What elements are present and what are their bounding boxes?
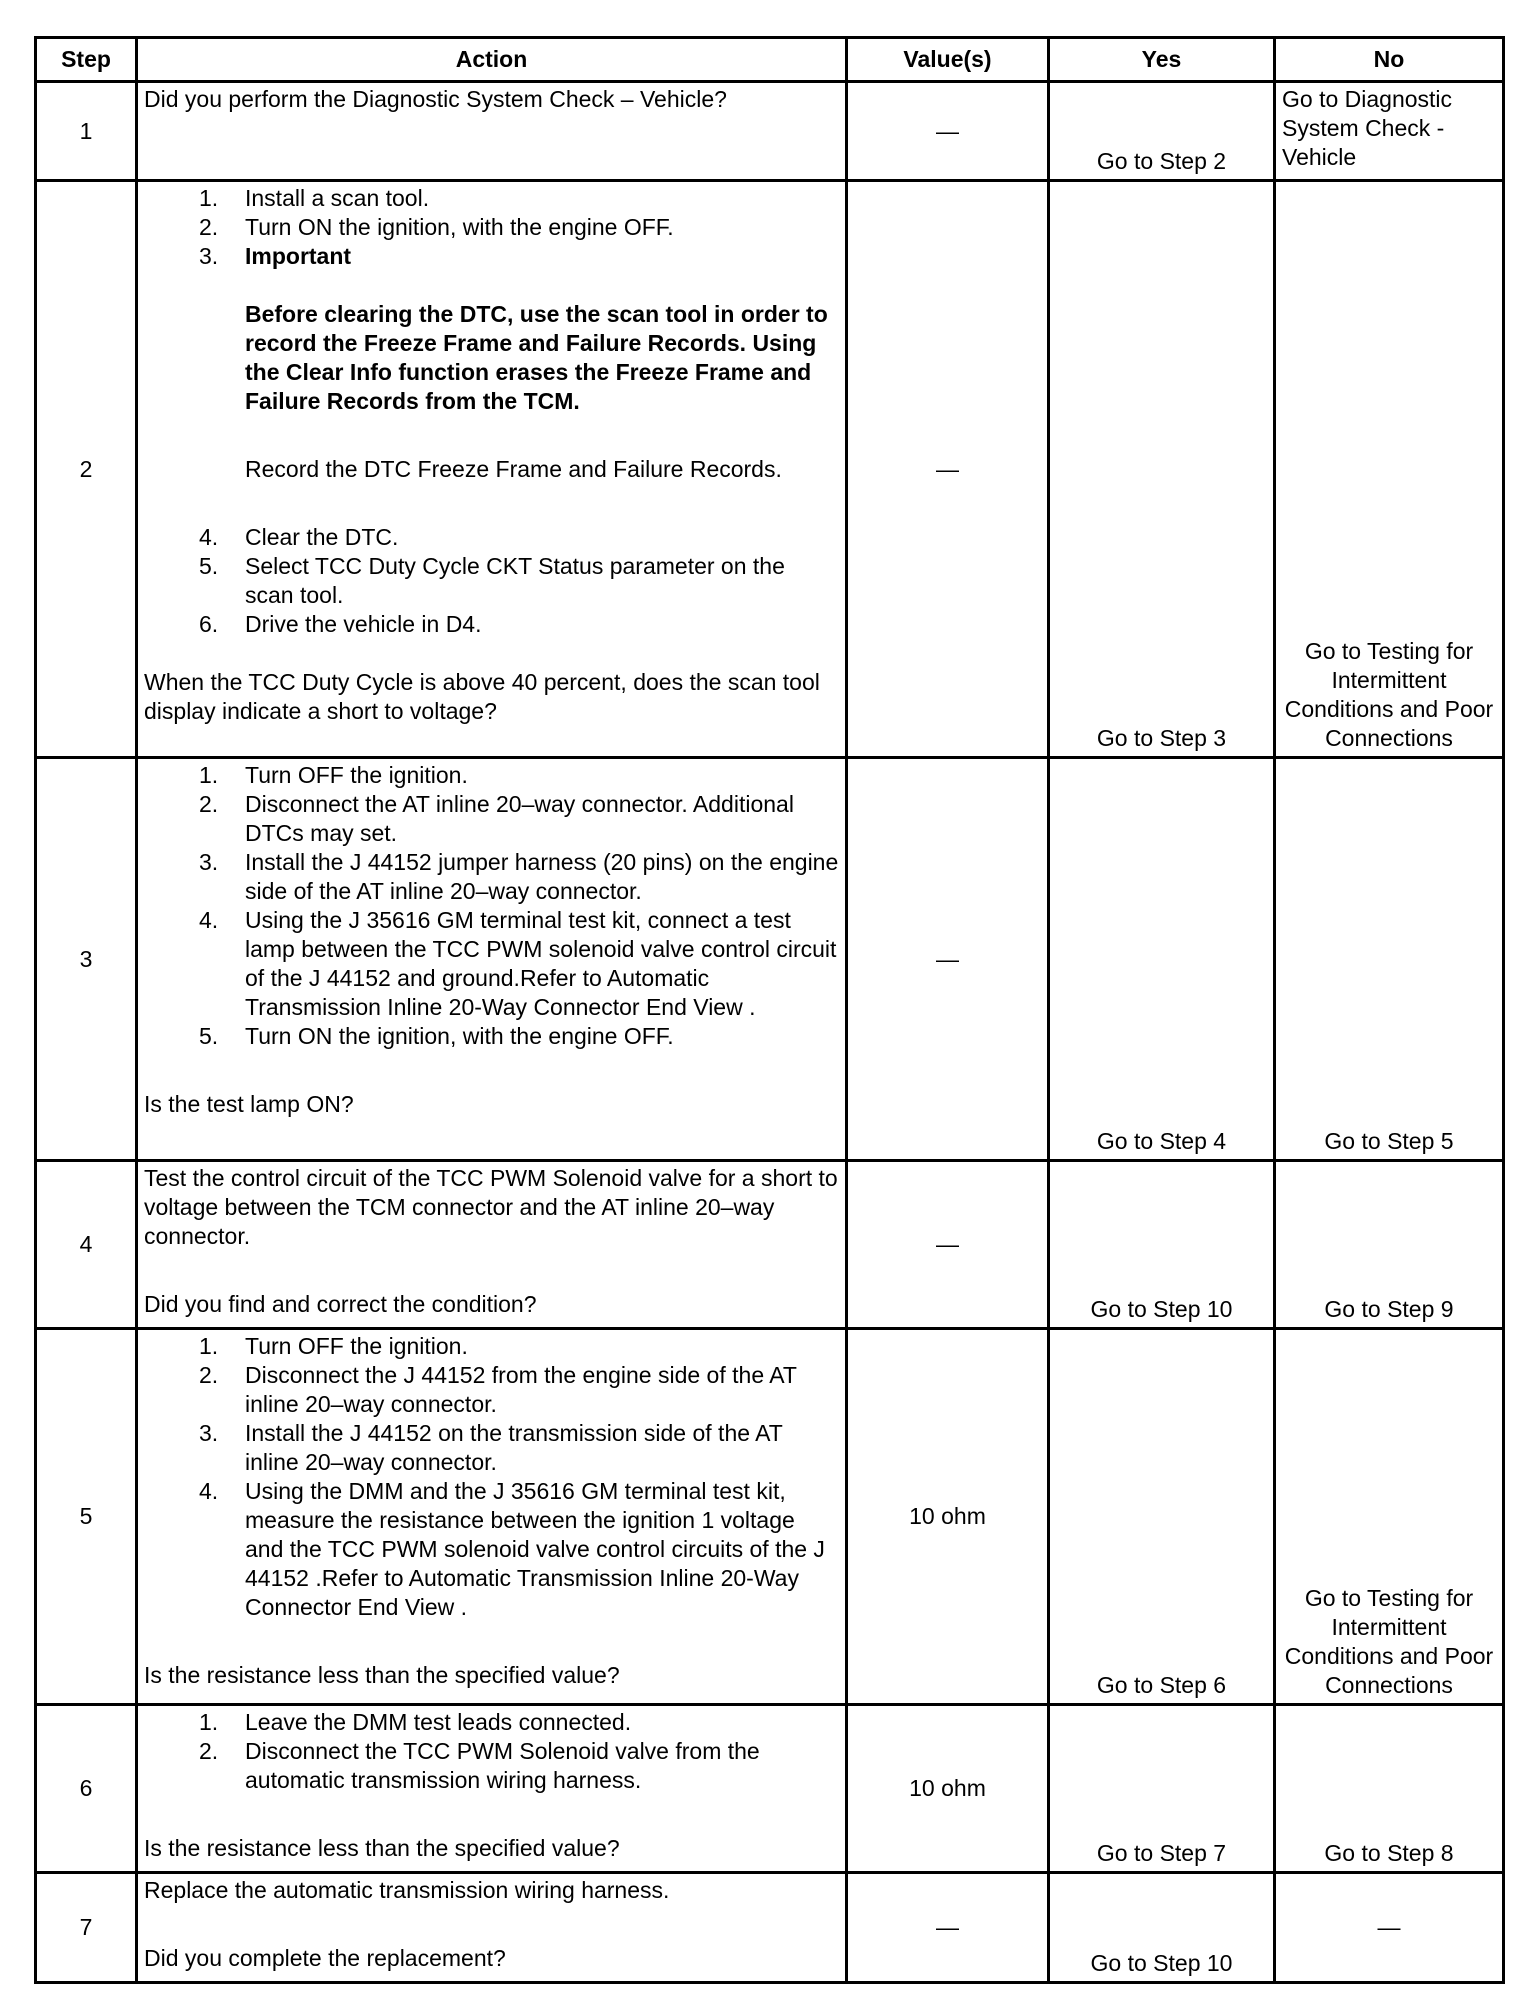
yes-link[interactable]: Go to Step 2	[1049, 82, 1275, 181]
list-text: Disconnect the TCC PWM Solenoid valve from the automatic transmission wiring harness.	[245, 1738, 760, 1793]
list-item	[144, 761, 839, 790]
action-steps	[144, 184, 839, 484]
value-cell: —	[847, 181, 1049, 758]
no-link[interactable]: —	[1275, 1873, 1504, 1983]
header-no: No	[1275, 38, 1504, 82]
list-item	[144, 906, 839, 1022]
list-number: 1.	[199, 185, 219, 211]
yes-link[interactable]: Go to Step 10	[1049, 1161, 1275, 1329]
list-item	[144, 523, 839, 552]
list-number: 1.	[199, 762, 219, 788]
action-cell	[137, 1705, 847, 1873]
table-row	[36, 758, 1504, 1161]
no-link[interactable]: Go to Testing for Intermittent Conditions and Poor Connections	[1275, 1329, 1504, 1705]
important-title: Important	[245, 243, 352, 269]
list-text: Disconnect the AT inline 20–way connector. Additional DTCs may set.	[245, 791, 794, 846]
yes-link[interactable]: Go to Step 6	[1049, 1329, 1275, 1705]
important-note: Record the DTC Freeze Frame and Failure Records.	[245, 456, 782, 482]
list-item	[144, 213, 839, 242]
list-text: Clear the DTC.	[245, 524, 399, 550]
action-cell	[137, 181, 847, 758]
no-link[interactable]: Go to Step 5	[1275, 758, 1504, 1161]
list-text: Turn OFF the ignition.	[245, 1333, 468, 1359]
yes-link[interactable]: Go to Step 4	[1049, 758, 1275, 1161]
question-text: Is the resistance less than the specified value?	[144, 1835, 620, 1861]
list-text: Using the DMM and the J 35616 GM terminal test kit, measure the resistance between the ignition 1 voltage and the TCC PWM solenoid valve control circuits of the J 44152 .Refer to Automatic Transmission Inline 20-Way Connector End View .	[245, 1478, 825, 1620]
table-row	[36, 181, 1504, 758]
list-text: Using the J 35616 GM terminal test kit, connect a test lamp between the TCC PWM solenoid valve control circuit of the J 44152 and ground.Refer to Automatic Transmission Inline 20-Way Connector End View .	[245, 907, 837, 1020]
action-steps	[144, 1332, 839, 1622]
diagnostic-table	[34, 36, 1505, 1984]
value-cell: 10 ohm	[847, 1329, 1049, 1705]
step-number: 7	[36, 1873, 137, 1983]
list-number: 4.	[199, 524, 219, 550]
list-item	[144, 1708, 839, 1737]
step-number: 1	[36, 82, 137, 181]
step-number: 3	[36, 758, 137, 1161]
step-number: 6	[36, 1705, 137, 1873]
list-number: 4.	[199, 1478, 219, 1504]
list-item	[144, 848, 839, 906]
list-text: Turn OFF the ignition.	[245, 762, 468, 788]
list-text: Turn ON the ignition, with the engine OFF.	[245, 214, 674, 240]
yes-link[interactable]: Go to Step 7	[1049, 1705, 1275, 1873]
value-cell: —	[847, 1161, 1049, 1329]
question-text: Did you find and correct the condition?	[144, 1291, 537, 1317]
action-cell	[137, 82, 847, 181]
instruction-text: Test the control circuit of the TCC PWM Solenoid valve for a short to voltage between the TCM connector and the AT inline 20–way connector.	[144, 1165, 838, 1249]
list-item	[144, 552, 839, 610]
step-number: 5	[36, 1329, 137, 1705]
no-link[interactable]: Go to Diagnostic System Check - Vehicle	[1275, 82, 1504, 181]
step-number: 4	[36, 1161, 137, 1329]
action-cell	[137, 1161, 847, 1329]
list-text: Select TCC Duty Cycle CKT Status parameter on the scan tool.	[245, 553, 785, 608]
header-values: Value(s)	[847, 38, 1049, 82]
list-item	[144, 1361, 839, 1419]
question-text: Is the test lamp ON?	[144, 1091, 354, 1117]
table-row	[36, 1705, 1504, 1873]
value-cell: —	[847, 82, 1049, 181]
question-text: When the TCC Duty Cycle is above 40 percent, does the scan tool display indicate a short to voltage?	[144, 669, 820, 724]
list-item	[144, 242, 839, 484]
action-steps	[144, 761, 839, 1051]
no-link[interactable]: Go to Step 8	[1275, 1705, 1504, 1873]
list-item	[144, 1419, 839, 1477]
header-yes: Yes	[1049, 38, 1275, 82]
value-cell: —	[847, 758, 1049, 1161]
important-body: Before clearing the DTC, use the scan tool in order to record the Freeze Frame and Failure Records. Using the Clear Info function erases the Freeze Frame and Failure Records from the TCM.	[245, 301, 828, 414]
question-text: Did you perform the Diagnostic System Check – Vehicle?	[144, 86, 727, 112]
table-row	[36, 1329, 1504, 1705]
list-number: 1.	[199, 1709, 219, 1735]
action-cell	[137, 1873, 847, 1983]
list-item	[144, 1477, 839, 1622]
list-text: Turn ON the ignition, with the engine OFF.	[245, 1023, 674, 1049]
step-number: 2	[36, 181, 137, 758]
list-item	[144, 790, 839, 848]
question-text: Is the resistance less than the specified value?	[144, 1662, 620, 1688]
no-link[interactable]: Go to Testing for Intermittent Conditions and Poor Connections	[1275, 181, 1504, 758]
list-number: 6.	[199, 611, 219, 637]
list-item	[144, 610, 839, 639]
yes-link[interactable]: Go to Step 3	[1049, 181, 1275, 758]
value-cell: —	[847, 1873, 1049, 1983]
header-action: Action	[137, 38, 847, 82]
list-number: 2.	[199, 1738, 219, 1764]
list-text: Disconnect the J 44152 from the engine side of the AT inline 20–way connector.	[245, 1362, 797, 1417]
no-link[interactable]: Go to Step 9	[1275, 1161, 1504, 1329]
list-item	[144, 1332, 839, 1361]
table-row	[36, 1161, 1504, 1329]
list-number: 4.	[199, 907, 219, 933]
list-number: 3.	[199, 849, 219, 875]
action-cell	[137, 1329, 847, 1705]
list-number: 2.	[199, 1362, 219, 1388]
table-row	[36, 82, 1504, 181]
list-text: Leave the DMM test leads connected.	[245, 1709, 632, 1735]
list-number: 5.	[199, 553, 219, 579]
question-text: Did you complete the replacement?	[144, 1945, 506, 1971]
list-text: Install the J 44152 jumper harness (20 pins) on the engine side of the AT inline 20–way connector.	[245, 849, 839, 904]
list-number: 2.	[199, 791, 219, 817]
list-item	[144, 1022, 839, 1051]
header-step: Step	[36, 38, 137, 82]
table-row	[36, 1873, 1504, 1983]
list-item	[144, 184, 839, 213]
list-number: 5.	[199, 1023, 219, 1049]
list-number: 2.	[199, 214, 219, 240]
instruction-text: Replace the automatic transmission wiring harness.	[144, 1877, 670, 1903]
list-item	[144, 1737, 839, 1795]
header-row	[36, 38, 1504, 82]
action-cell	[137, 758, 847, 1161]
action-steps	[144, 523, 839, 639]
list-text: Install the J 44152 on the transmission side of the AT inline 20–way connector.	[245, 1420, 783, 1475]
list-text: Install a scan tool.	[245, 185, 430, 211]
list-text: Drive the vehicle in D4.	[245, 611, 482, 637]
list-number: 3.	[199, 1420, 219, 1446]
action-steps	[144, 1708, 839, 1795]
list-number: 3.	[199, 243, 219, 269]
value-cell: 10 ohm	[847, 1705, 1049, 1873]
yes-link[interactable]: Go to Step 10	[1049, 1873, 1275, 1983]
list-number: 1.	[199, 1333, 219, 1359]
